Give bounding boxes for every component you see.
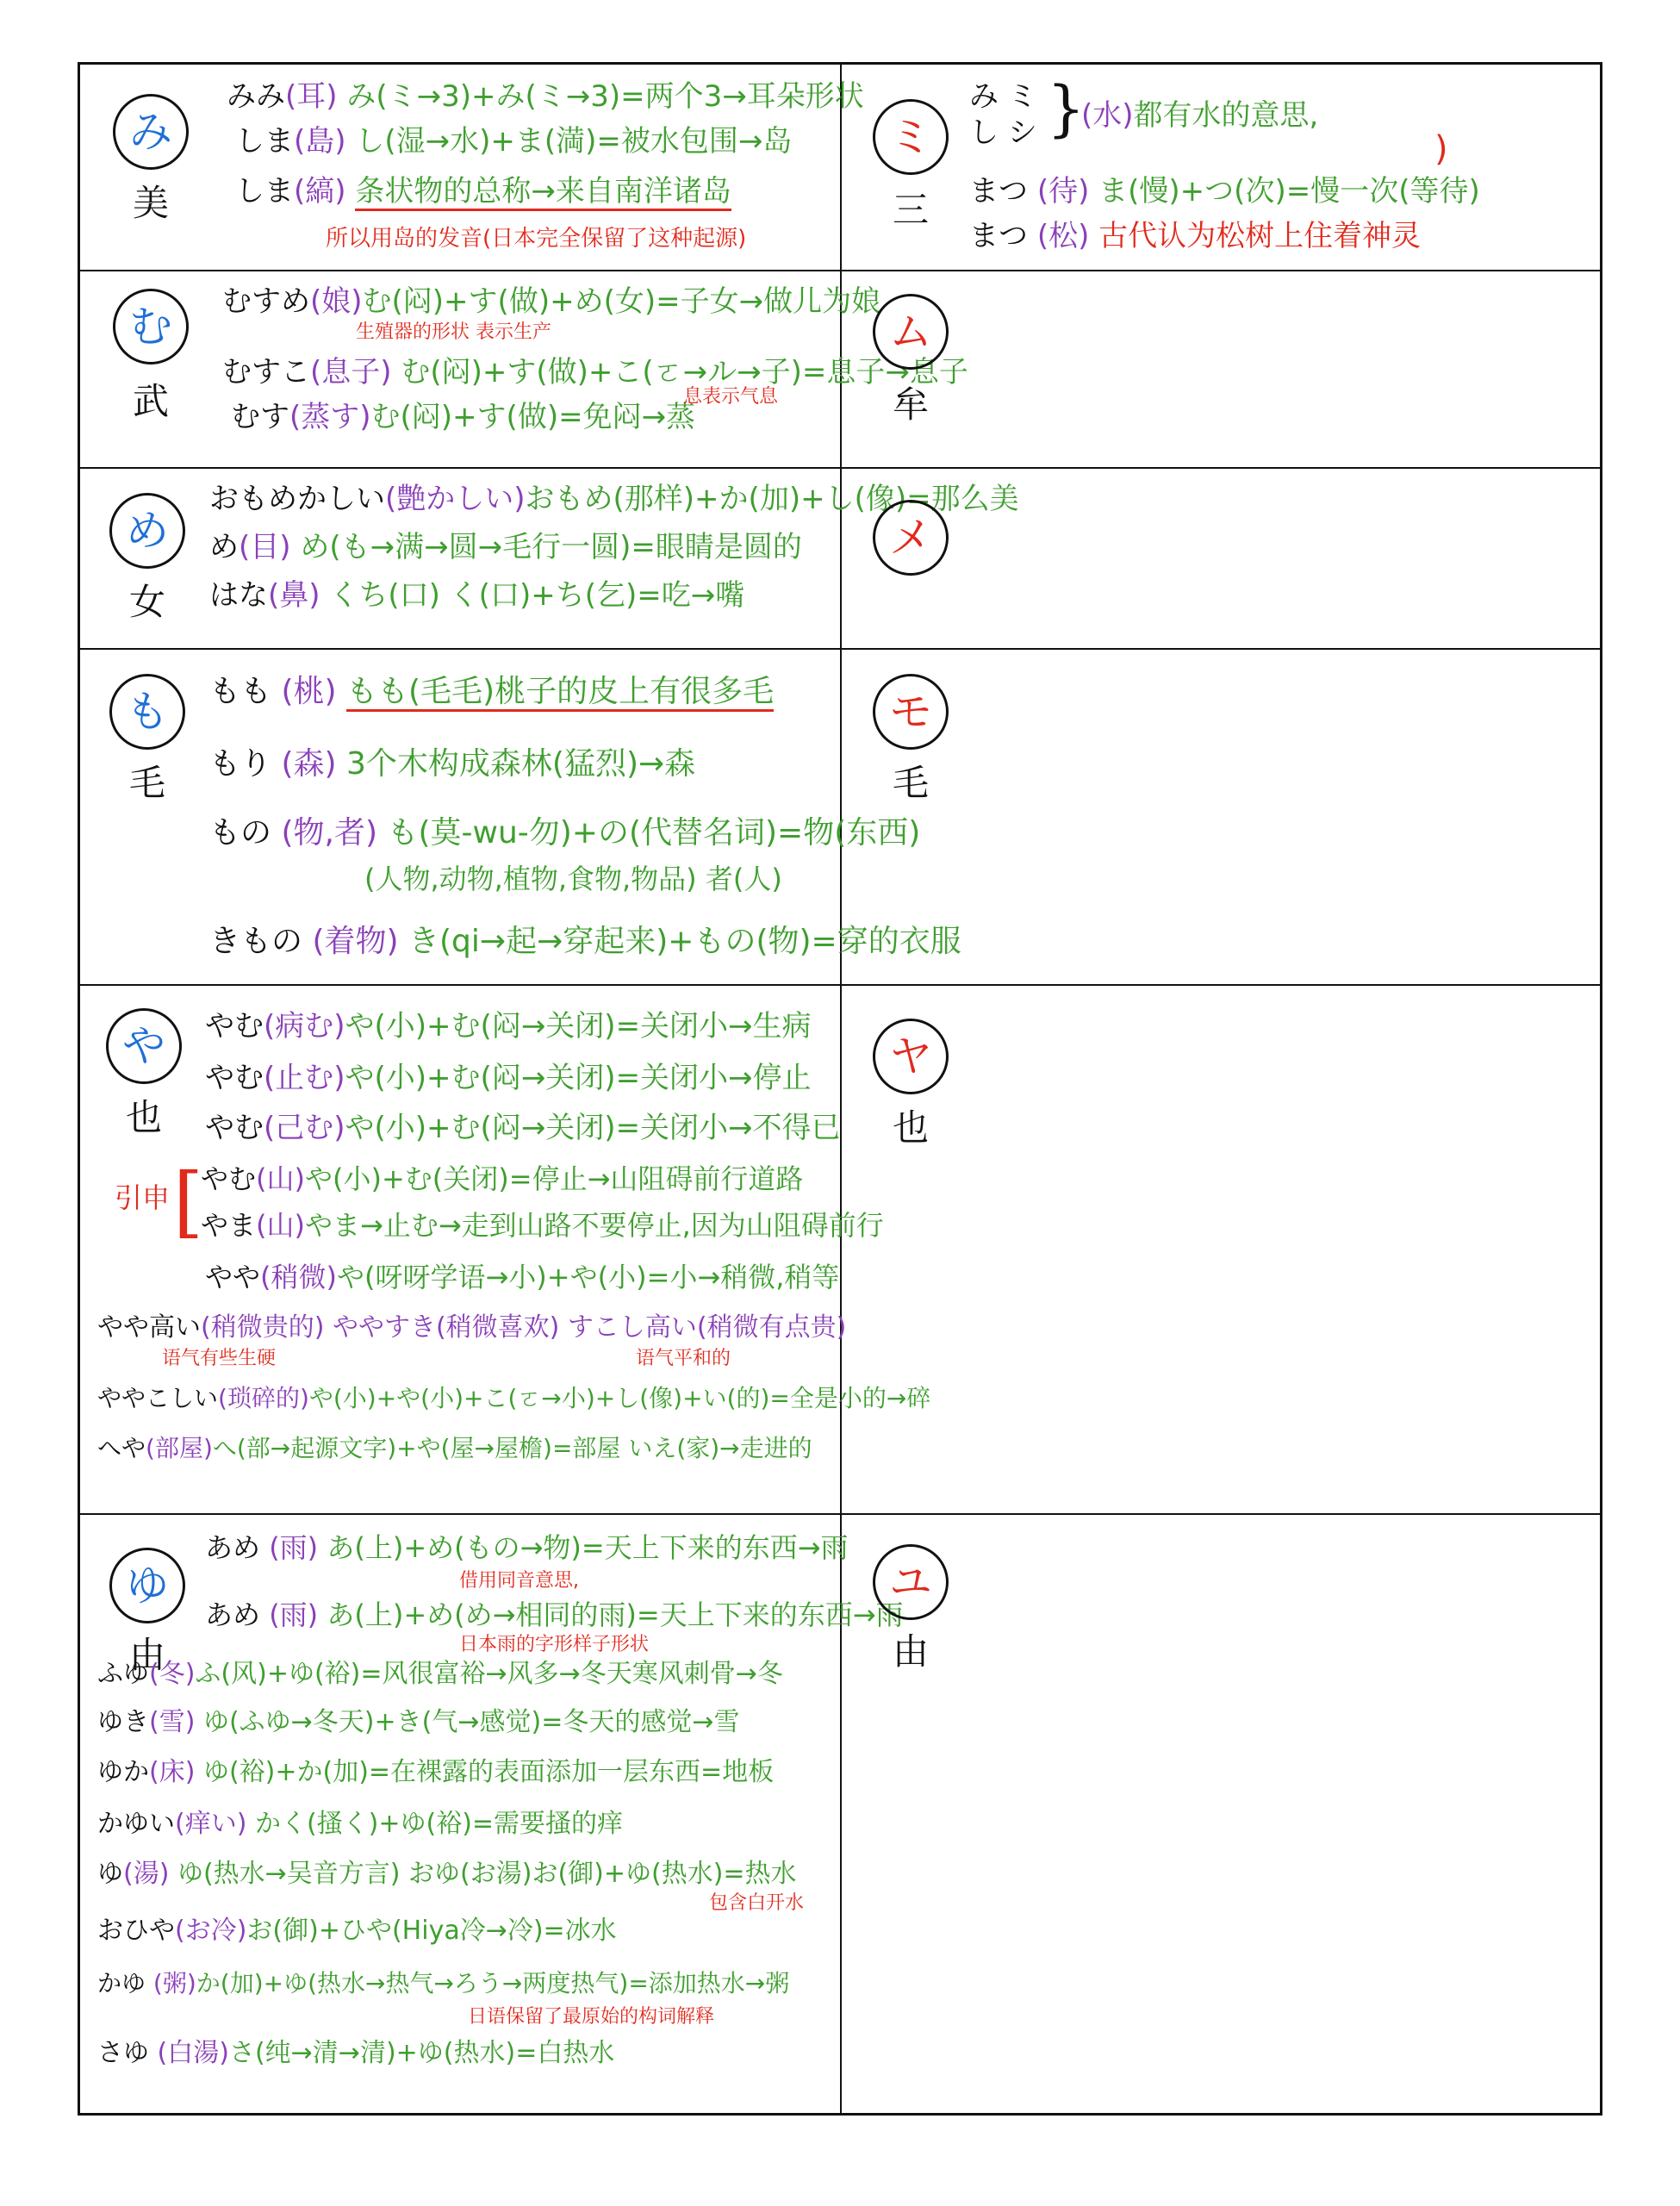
hiragana-char: む (129, 302, 172, 352)
vocab-line: やむ(己む)や(小)+む(闷→关闭)=关闭小→不得已 (205, 1111, 841, 1145)
annotation-note: 生殖器的形状 表示生产 (356, 321, 551, 343)
vocab-line: しま(縞) 条状物的总称→来自南洋诸岛 (235, 175, 731, 209)
vocab-line: むすめ(娘)む(闷)+す(做)+め(女)=子女→做儿为娘 (222, 284, 881, 319)
red-bracket-symbol: [ (173, 1156, 204, 1247)
vocab-line: むす(蒸す)む(闷)+す(做)=免闷→蒸 (231, 400, 696, 434)
hiragana-char: ゆ (126, 1561, 169, 1611)
cell-ya-right (840, 984, 1605, 1513)
vocab-line: もも (桃) もも(毛毛)桃子的皮上有很多毛 (209, 674, 774, 709)
annotation-note: 息表示气息 (683, 386, 779, 408)
katakana-badge (873, 294, 949, 370)
vocab-line: まつ (待) ま(慢)+つ(次)=慢一次(等待) (969, 174, 1480, 209)
vocab-line: ゆき(雪) ゆ(ふゆ→冬天)+き(气→感觉)=冬天的感觉→雪 (97, 1707, 740, 1737)
vocab-line: ふゆ(冬)ふ(风)+ゆ(裕)=风很富裕→风多→冬天寒风刺骨→冬 (97, 1659, 783, 1689)
vocab-line: ゆ(湯) ゆ(热水→吴音方言) おゆ(お湯)お(御)+ゆ(热水)=热水 (97, 1859, 797, 1889)
katakana-char: ヤ (889, 1031, 932, 1081)
hiragana-char: み (129, 107, 172, 157)
origin-kanji: 美 (132, 182, 169, 224)
hiragana-badge (109, 674, 185, 750)
hiragana-badge (113, 94, 189, 170)
annotation-note: 语气平和的 (636, 1348, 731, 1369)
flashcard-grid (78, 62, 1602, 2116)
vocab-line: やま(山)やま→止む→走到山路不要停止,因为山阻碍前行 (201, 1209, 884, 1242)
annotation-note: 语气有些生硬 (162, 1348, 277, 1369)
vocab-line: むすこ(息子) む(闷)+す(做)+こ(ㄛ→ル→子)=息子→息子 (222, 355, 968, 389)
cell-yu-right (840, 1513, 1605, 2116)
katakana-char: ユ (889, 1557, 932, 1607)
origin-kanji: 女 (128, 581, 165, 623)
origin-kanji: 由 (892, 1630, 929, 1673)
katakana-char: モ (889, 687, 932, 737)
vocab-line: やや高い(稍微贵的) ややすき(稍微喜欢) すこし高い(稍微有点贵) (97, 1312, 847, 1343)
vocab-line: かゆ (粥)か(加)+ゆ(热水→热气→ろう→两度热气)=添加热水→粥 (97, 1969, 790, 1997)
origin-kanji: 三 (892, 189, 929, 231)
vocab-line: おもめかしい(艶かしい)おもめ(那样)+か(加)+し(像)=那么美 (209, 482, 1019, 516)
vocab-line: ややこしい(琐碎的)や(小)+や(小)+こ(ㄛ→小)+し(像)+い(的)=全是小的→碎 (97, 1384, 931, 1412)
katakana-char: ム (889, 307, 932, 357)
origin-kanji: 武 (132, 380, 169, 422)
katakana-badge (873, 1544, 949, 1620)
hiragana-badge (113, 289, 189, 365)
cell-mi-left (80, 65, 864, 270)
cell-mu-left (80, 270, 968, 467)
vocab-line: はな(鼻) くち(口) く(口)+ち(乞)=吃→嘴 (209, 578, 745, 613)
katakana-badge (873, 674, 949, 750)
vocab-line: (人物,动物,植物,食物,物品) 者(人) (364, 863, 782, 895)
origin-kanji: 牟 (892, 383, 929, 426)
vocab-line: あめ (雨) あ(上)+め(め→相同的雨)=天上下来的东西→雨 (205, 1598, 904, 1631)
annotation-note: 借用同音意思, (459, 1570, 579, 1592)
vocab-line: め(目) め(も→满→圆→毛行一圆)=眼睛是圆的 (209, 530, 802, 564)
origin-kanji: 也 (892, 1106, 929, 1149)
vocab-line: あめ (雨) あ(上)+め(もの→物)=天上下来的东西→雨 (205, 1531, 849, 1564)
origin-kanji: 毛 (128, 762, 165, 804)
vocab-line: もの (物,者) も(莫-wu-勿)+の(代替名词)=物(东西) (209, 815, 921, 851)
hiragana-badge (109, 1548, 185, 1623)
stray-mark: ) (1434, 129, 1448, 169)
vocab-line: しま(島) し(湿→水)+ま(満)=被水包围→岛 (235, 124, 793, 159)
cell-mo-left (80, 648, 961, 984)
vocab-line: みみ(耳) み(ミ→3)+み(ミ→3)=两个3→耳朵形状 (227, 79, 864, 114)
vocab-line: やむ(病む)や(小)+む(闷→关闭)=关闭小→生病 (205, 1009, 812, 1044)
cell-mi-right (840, 65, 1605, 270)
vocab-line: し シ (969, 115, 1037, 150)
annotation-note: 包含白开水 (709, 1892, 805, 1914)
cell-me-right (840, 467, 1605, 648)
katakana-char: メ (889, 513, 932, 563)
cell-me-left (80, 467, 1019, 648)
cell-ya-left (80, 984, 931, 1513)
vocab-line: (水)都有水的意思, (1081, 98, 1319, 133)
cell-mu-right (840, 270, 1605, 467)
vocab-line: やむ(山)や(小)+む(关闭)=停止→山阻碍前行道路 (201, 1162, 804, 1195)
annotation-note: 日本雨的字形样子形状 (459, 1634, 650, 1655)
annotation-note: 日语保留了最原始的构词解释 (468, 2006, 715, 2028)
katakana-badge (873, 1019, 949, 1094)
hiragana-badge (109, 493, 185, 569)
vocab-line: さゆ (白湯)さ(纯→清→清)+ゆ(热水)=白热水 (97, 2038, 615, 2068)
vocab-line: きもの (着物) き(qi→起→穿起来)+もの(物)=穿的衣服 (209, 924, 961, 959)
origin-kanji: 也 (125, 1096, 162, 1138)
katakana-badge (873, 99, 949, 175)
origin-kanji: 由 (128, 1634, 165, 1676)
cell-mo-right (840, 648, 1605, 984)
origin-kanji: 毛 (892, 762, 929, 804)
vocab-line: まつ (松) 古代认为松树上住着神灵 (969, 219, 1422, 253)
hiragana-badge (106, 1008, 182, 1084)
cell-yu-left (80, 1513, 904, 2116)
vocab-line: やむ(止む)や(小)+む(闷→关闭)=关闭小→停止 (205, 1061, 812, 1095)
vocab-line: やや(稍微)や(呀呀学语→小)+や(小)=小→稍微,稍等 (205, 1261, 840, 1293)
bracket-label: 引申 (115, 1181, 171, 1214)
hiragana-char: め (126, 506, 169, 556)
katakana-char: ミ (889, 112, 932, 162)
katakana-badge (873, 500, 949, 576)
vocab-line: もり (森) 3个木构成森林(猛烈)→森 (209, 746, 696, 782)
vocab-line: かゆい(痒い) かく(搔く)+ゆ(裕)=需要搔的痒 (97, 1809, 624, 1839)
hiragana-char: も (126, 687, 169, 737)
vocab-line: おひや(お冷)お(御)+ひや(Hiya冷→冷)=冰水 (97, 1916, 617, 1946)
brace-symbol: } (1047, 73, 1086, 144)
hiragana-char: や (122, 1021, 165, 1071)
annotation-note: 所以用岛的发音(日本完全保留了这种起源) (326, 226, 747, 252)
vocab-line: へや(部屋)へ(部→起源文字)+や(屋→屋檐)=部屋 いえ(家)→走进的 (97, 1434, 812, 1462)
vocab-line: み ミ (969, 79, 1037, 114)
vocab-line: ゆか(床) ゆ(裕)+か(加)=在裸露的表面添加一层东西=地板 (97, 1757, 775, 1787)
